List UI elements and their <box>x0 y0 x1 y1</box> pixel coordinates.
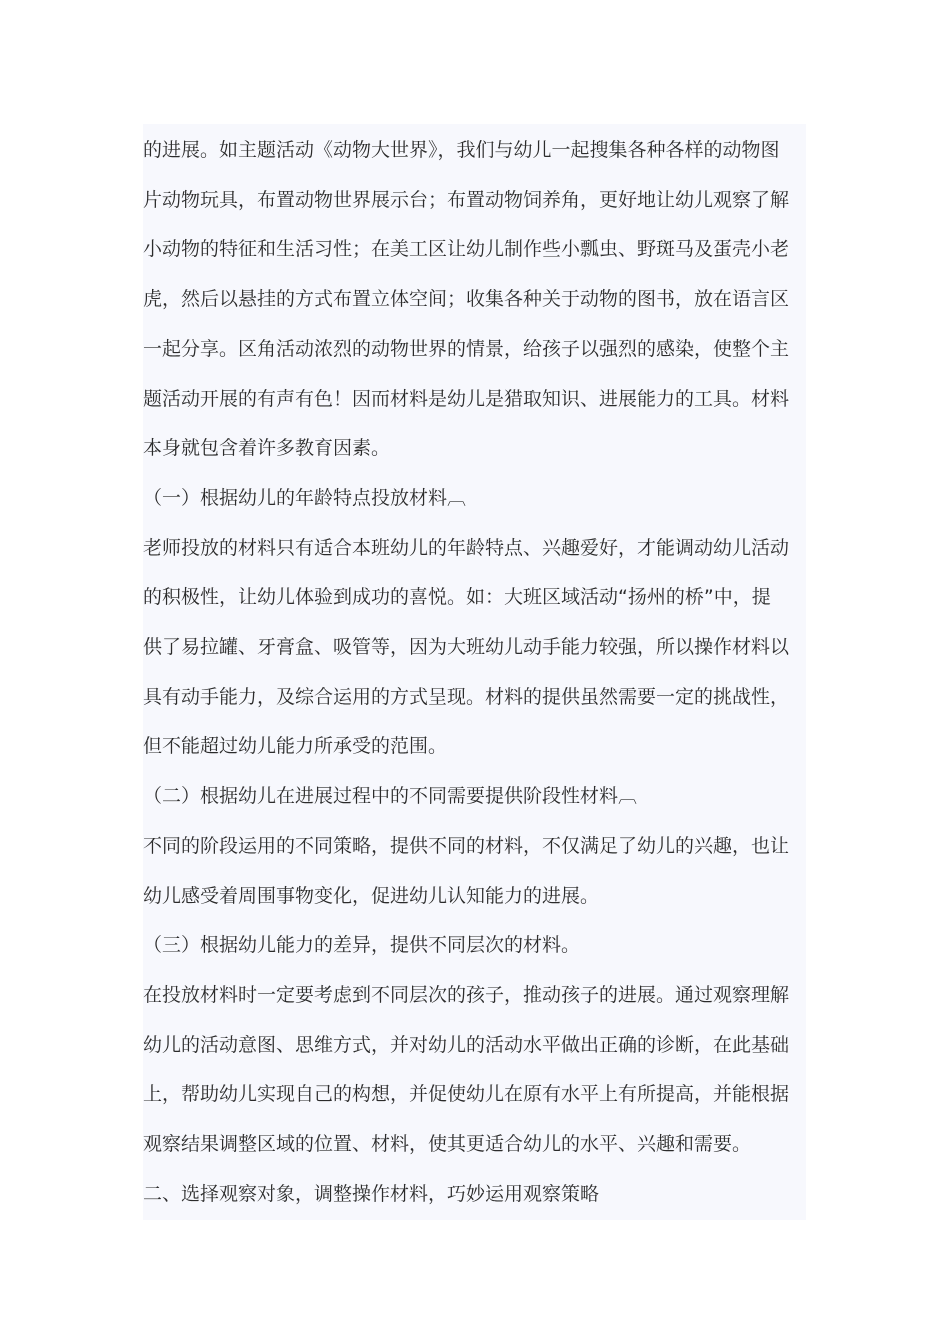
paragraph-line: 上，帮助幼儿实现自己的构想，并促使幼儿在原有水平上有所提高，并能根据 <box>143 1083 790 1105</box>
paragraph-line: 幼儿感受着周围事物变化，促进幼儿认知能力的进展。 <box>143 885 600 907</box>
section-heading-3: （三）根据幼儿能力的差异，提供不同层次的材料。 <box>143 934 581 956</box>
document-body <box>143 124 806 1220</box>
paragraph-line: 观察结果调整区域的位置、材料，使其更适合幼儿的水平、兴趣和需要。 <box>143 1133 752 1155</box>
paragraph-line: 的进展。如主题活动《动物大世界》，我们与幼儿一起搜集各种各样的动物图 <box>143 139 780 161</box>
paragraph-line: 具有动手能力，及综合运用的方式呈现。材料的提供虽然需要一定的挑战性， <box>143 686 790 708</box>
paragraph-line: 小动物的特征和生活习性；在美工区让幼儿制作些小瓢虫、野斑马及蛋壳小老 <box>143 238 790 260</box>
paragraph-line: 虎，然后以悬挂的方式布置立体空间；收集各种关于动物的图书，放在语言区 <box>143 288 790 310</box>
paragraph-line: 老师投放的材料只有适合本班幼儿的年龄特点、兴趣爱好，才能调动幼儿活动 <box>143 537 790 559</box>
paragraph-line: 片动物玩具，布置动物世界展示台；布置动物饲养角，更好地让幼儿观察了解 <box>143 189 790 211</box>
paragraph-line: 在投放材料时一定要考虑到不同层次的孩子，推动孩子的进展。通过观察理解 <box>143 984 790 1006</box>
section-heading-main: 二、选择观察对象，调整操作材料，巧妙运用观察策略 <box>143 1183 600 1205</box>
paragraph-line: 幼儿的活动意图、思维方式，并对幼儿的活动水平做出正确的诊断，在此基础 <box>143 1034 790 1056</box>
paragraph-line: 的积极性，让幼儿体验到成功的喜悦。如：大班区域活动“扬州的桥”中，提 <box>143 586 771 608</box>
paragraph-line: 供了易拉罐、牙膏盒、吸管等，因为大班幼儿动手能力较强，所以操作材料以 <box>143 636 790 658</box>
paragraph-line: 一起分享。区角活动浓烈的动物世界的情景，给孩子以强烈的感染，使整个主 <box>143 338 790 360</box>
paragraph-line: 但不能超过幼儿能力所承受的范围。 <box>143 735 448 757</box>
paragraph-line: 不同的阶段运用的不同策略，提供不同的材料，不仅满足了幼儿的兴趣，也让 <box>143 835 790 857</box>
section-heading-2: （二）根据幼儿在进展过程中的不同需要提供阶段性材料︹ <box>143 785 638 807</box>
paragraph-line: 题活动开展的有声有色！因而材料是幼儿是猎取知识、进展能力的工具。材料 <box>143 388 790 410</box>
paragraph-line: 本身就包含着许多教育因素。 <box>143 437 391 459</box>
section-heading-1: （一）根据幼儿的年龄特点投放材料︹ <box>143 487 467 509</box>
